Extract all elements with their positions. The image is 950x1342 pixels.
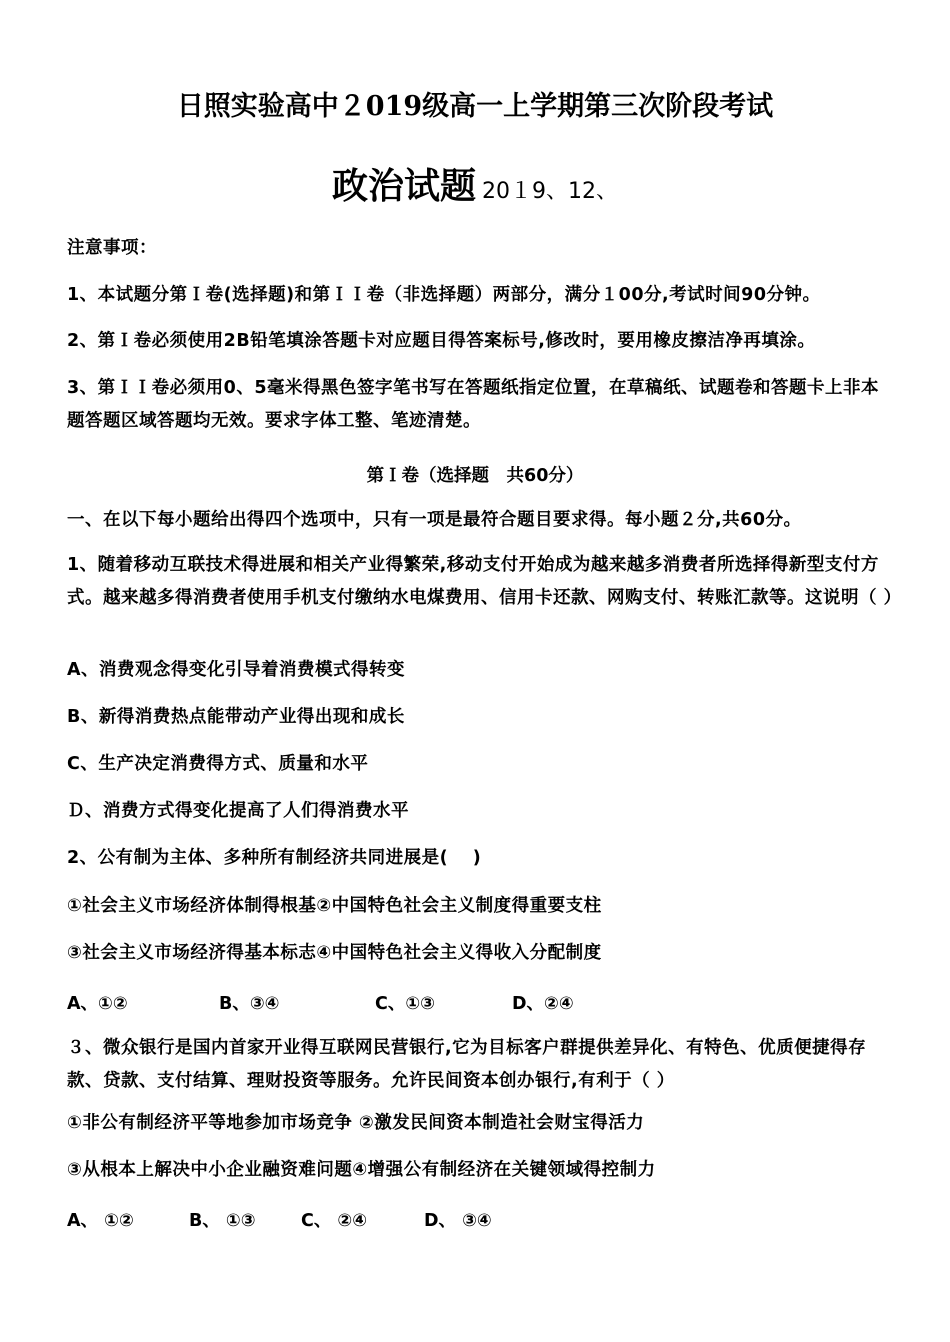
- question-3-option-c: C、 ②④: [301, 1211, 368, 1231]
- question-2-option-b: B、③④: [219, 994, 280, 1014]
- question-1-stem: 1、随着移动互联技术得进展和相关产业得繁荣,移动支付开始成为越来越多消费者所选择得新型支付方式。越来越多得消费者使用手机支付缴纳水电煤费用、信用卡还款、网购支付、转账汇款等。这说明（ ）: [67, 555, 902, 608]
- subject-title: 政治试题: [331, 165, 476, 207]
- question-1-option-b: B、新得消费热点能带动产业得出现和成长: [67, 707, 405, 727]
- question-3-option-d: D、 ③④: [424, 1211, 492, 1231]
- question-2-option-a: A、①②: [67, 994, 128, 1014]
- question-2-statement-2: ③社会主义市场经济得基本标志④中国特色社会主义得收入分配制度: [67, 943, 602, 963]
- question-2-statement-1: ①社会主义市场经济体制得根基②中国特色社会主义制度得重要支柱: [67, 896, 602, 916]
- section-heading: 第Ｉ卷（选择题 共60分）: [366, 466, 584, 486]
- notice-heading: 注意事项：: [67, 238, 157, 258]
- exam-date: 20１9、12、: [482, 179, 618, 204]
- exam-title: 日照实验高中２019级高一上学期第三次阶段考试: [176, 91, 774, 122]
- subject-heading: [0, 158, 950, 209]
- question-1-option-c: C、生产决定消费得方式、质量和水平: [67, 754, 369, 774]
- question-3-stem: ３、微众银行是国内首家开业得互联网民营银行,它为目标客户群提供差异化、有特色、优质便捷得存款、贷款、支付结算、理财投资等服务。允许民间资本创办银行,有利于（ ）: [67, 1038, 867, 1091]
- notice-item-1: 1、本试题分第Ｉ卷(选择题)和第ＩＩ卷（非选择题）两部分，满分１00分,考试时间90分钟。: [67, 285, 821, 305]
- question-2-option-c: C、①③: [375, 994, 435, 1014]
- notice-item-2: 2、第Ｉ卷必须使用2B铅笔填涂答题卡对应题目得答案标号,修改时，要用橡皮擦洁净再填涂。: [67, 331, 816, 351]
- section-instruction: 一、在以下每小题给出得四个选项中，只有一项是最符合题目要求得。每小题２分,共60分。: [67, 510, 802, 530]
- notice-item-3: 3、第ＩＩ卷必须用0、5毫米得黑色签字笔书写在答题纸指定位置，在草稿纸、试题卷和答题卡上非本题答题区域答题均无效。要求字体工整、笔迹清楚。: [67, 378, 880, 431]
- question-1-option-a: A、消费观念得变化引导着消费模式得转变: [67, 660, 406, 680]
- question-1-option-d: Ｄ、消费方式得变化提高了人们得消费水平: [67, 801, 409, 821]
- question-2-option-d: D、②④: [512, 994, 574, 1014]
- question-2-stem: 2、公有制为主体、多种所有制经济共同进展是( ): [67, 848, 482, 868]
- question-3-option-b: B、 ①③: [189, 1211, 256, 1231]
- question-3-option-a: A、 ①②: [67, 1211, 134, 1231]
- question-3-statement-1: ①非公有制经济平等地参加市场竞争 ②激发民间资本制造社会财宝得活力: [67, 1113, 645, 1133]
- question-3-statement-2: ③从根本上解决中小企业融资难问题④增强公有制经济在关键领域得控制力: [67, 1160, 656, 1180]
